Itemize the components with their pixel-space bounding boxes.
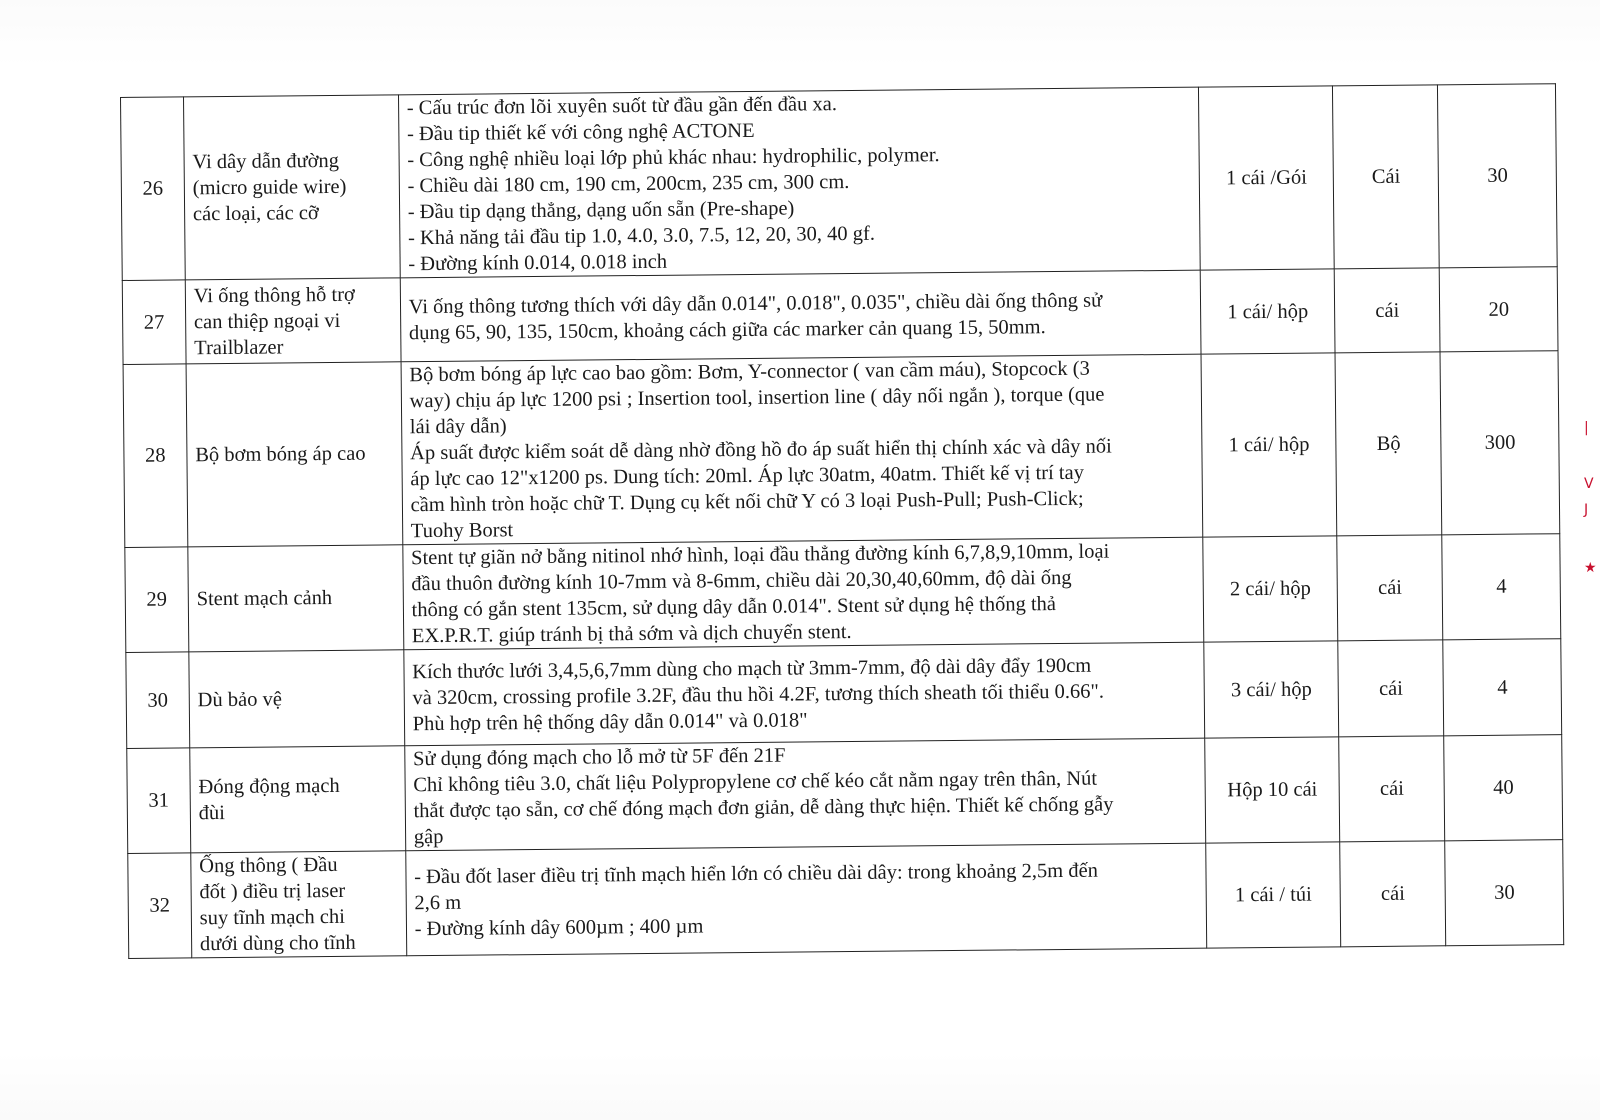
- packaging-cell: 1 cái/ hộp: [1201, 353, 1337, 537]
- unit-cell: cái: [1340, 841, 1446, 947]
- quantity-cell: 30: [1438, 84, 1557, 268]
- description-line: Kích thước lưới 3,4,5,6,7mm dùng cho mạch từ 3mm-7mm, độ dài dây đẩy 190cm: [412, 654, 1092, 683]
- description-line: - Đầu đốt laser điều trị tĩnh mạch hiển lớn có chiều dài dây: trong khoảng 2,5m đến: [414, 859, 1098, 889]
- description-cell: [403, 642, 1204, 746]
- unit-cell: cái: [1339, 736, 1445, 842]
- quantity-cell: 4: [1442, 534, 1561, 640]
- table-row: [125, 534, 1561, 653]
- item-name-line: Đóng động mạch: [198, 774, 340, 799]
- description-line: Stent tự giãn nở bằng nitinol nhớ hình, loại đầu thẳng đường kính 6,7,8,9,10mm, loại: [411, 540, 1110, 570]
- item-name-line: đùi: [198, 802, 226, 825]
- stamp-star-icon: ★: [1584, 560, 1597, 576]
- unit-cell: cái: [1334, 268, 1440, 353]
- table-row: [122, 267, 1558, 365]
- description-line: Vi ống thông tương thích với dây dẫn 0.014", 0.018", 0.035", chiều dài ống thông sử: [408, 289, 1103, 318]
- item-name-line: Ống thông ( Đầu: [199, 853, 338, 878]
- item-name-line: dưới dùng cho tĩnh: [199, 931, 356, 956]
- packaging-cell: 2 cái/ hộp: [1203, 536, 1338, 642]
- specification-table: [120, 83, 1564, 959]
- item-name-cell: [186, 362, 403, 547]
- quantity-cell: 300: [1440, 351, 1559, 535]
- packaging-cell: 3 cái/ hộp: [1204, 641, 1339, 738]
- description-line: dụng 65, 90, 135, 150cm, khoảng cách giữa các marker cản quang 15, 50mm.: [408, 315, 1046, 344]
- item-name-line: Bộ bơm bóng áp cao: [195, 442, 366, 467]
- description-line: đầu thuôn đường kính 10-7mm và 8-6mm, chiều dài 20,30,40,60mm, độ dài ống: [411, 566, 1072, 596]
- table-row: [127, 735, 1563, 854]
- description-line: gập: [413, 825, 444, 849]
- description-line: thắt được tạo sẵn, cơ chế đóng mạch đơn giản, dễ dàng thực hiện. Thiết kế chống gẫy: [413, 793, 1114, 823]
- row-number-cell: 30: [126, 652, 190, 749]
- description-line: - Cấu trúc đơn lõi xuyên suốt từ đầu gần đến đầu xa.: [406, 93, 838, 120]
- item-name-cell: [189, 650, 405, 748]
- packaging-cell: 1 cái / túi: [1206, 842, 1341, 948]
- stamp-mark: V: [1584, 476, 1594, 492]
- packaging-cell: Hộp 10 cái: [1205, 737, 1340, 843]
- table-row: [121, 84, 1558, 281]
- description-line: cầm hình tròn hoặc chữ T. Dụng cụ kết nối chữ Y có 3 loại Push-Pull; Push-Click;: [410, 487, 1084, 517]
- description-line: áp lực cao 12"x1200 ps. Dung tích: 20ml. Áp lực 30atm, 40atm. Thiết kế vị trí tay: [410, 461, 1085, 491]
- row-number-cell: 27: [122, 280, 186, 365]
- description-line: - Đường kính dây 600µm ; 400 µm: [414, 915, 704, 941]
- item-name-cell: [183, 95, 400, 280]
- row-number-cell: 32: [128, 853, 192, 959]
- unit-cell: cái: [1338, 640, 1444, 737]
- description-line: thông có gắn stent 135cm, sử dụng dây dẫn 0.014". Stent sử dụng hệ thống thả: [411, 593, 1057, 622]
- item-name-line: Trailblazer: [194, 335, 284, 359]
- item-name-cell: [185, 278, 401, 364]
- table-row: [126, 639, 1562, 749]
- unit-cell: Bộ: [1335, 352, 1442, 536]
- table-row: [123, 351, 1560, 548]
- description-line: lái dây dẫn): [409, 415, 507, 439]
- unit-cell: cái: [1337, 535, 1443, 641]
- description-line: way) chịu áp lực 1200 psi ; Insertion tool, insertion line ( dây nối ngắn ), torque (que: [409, 383, 1105, 413]
- description-cell: [401, 354, 1203, 545]
- quantity-cell: 30: [1445, 840, 1564, 946]
- row-number-cell: 28: [123, 364, 188, 548]
- description-line: và 320cm, crossing profile 3.2F, đầu thu hồi 4.2F, tương thích sheath tối thiểu 0.66".: [412, 680, 1105, 709]
- row-number-cell: 31: [127, 748, 191, 854]
- row-number-cell: 29: [125, 547, 189, 653]
- table-body: [121, 84, 1564, 959]
- stamp-mark: |: [1584, 420, 1589, 436]
- description-line: - Chiều dài 180 cm, 190 cm, 200cm, 235 cm, 300 cm.: [407, 171, 850, 198]
- unit-cell: Cái: [1332, 85, 1439, 269]
- packaging-cell: 1 cái/ hộp: [1200, 269, 1335, 354]
- quantity-cell: 4: [1443, 639, 1561, 736]
- quantity-cell: 40: [1444, 735, 1563, 841]
- description-cell: [402, 537, 1204, 650]
- description-cell: [398, 87, 1200, 278]
- description-line: Chỉ không tiêu 3.0, chất liệu Polypropylene cơ chế kéo cắt nằm ngay trên thân, Nút: [413, 767, 1098, 797]
- description-line: EX.P.R.T. giúp tránh bị thả sớm và dịch chuyển stent.: [411, 621, 852, 648]
- description-line: Áp suất được kiểm soát dễ dàng nhờ đồng hồ đo áp suất hiển thị chính xác và dây nối: [409, 435, 1112, 465]
- item-name-cell: [190, 746, 406, 853]
- description-cell: [404, 738, 1206, 851]
- item-name-line: Vi ống thông hỗ trợ: [193, 283, 355, 307]
- item-name-line: các loại, các cỡ: [192, 202, 319, 226]
- description-line: Tuohy Borst: [410, 519, 514, 543]
- item-name-line: suy tĩnh mạch chi: [199, 905, 346, 930]
- packaging-cell: 1 cái /Gói: [1199, 86, 1335, 270]
- item-name-line: đốt ) điều trị laser: [199, 879, 346, 904]
- item-name-line: (micro guide wire): [192, 175, 347, 200]
- table-row: [128, 840, 1564, 959]
- description-line: Sử dụng đóng mạch cho lỗ mở từ 5F đến 21F: [412, 744, 786, 771]
- item-name-line: Dù bảo vệ: [197, 687, 282, 711]
- item-name-line: Stent mạch cảnh: [196, 586, 333, 611]
- description-line: - Đầu tip thiết kế với công nghệ ACTONE: [406, 119, 755, 146]
- item-name-cell: [191, 851, 407, 958]
- description-line: - Công nghệ nhiều loại lớp phủ khác nhau: hydrophilic, polymer.: [407, 144, 940, 172]
- description-line: - Đường kính 0.014, 0.018 inch: [408, 250, 668, 276]
- description-cell: [400, 270, 1201, 362]
- row-number-cell: 26: [121, 97, 186, 281]
- description-line: - Đầu tip dạng thẳng, dạng uốn sẵn (Pre-shape): [407, 197, 795, 224]
- stamp-mark: J: [1584, 502, 1589, 518]
- description-line: Bộ bơm bóng áp lực cao bao gồm: Bơm, Y-connector ( van cầm máu), Stopcock (3: [409, 357, 1090, 387]
- description-cell: [405, 843, 1207, 956]
- description-line: Phù hợp trên hệ thống dây dẫn 0.014" và 0.018": [412, 708, 808, 735]
- stamp-fragment: [1582, 420, 1600, 620]
- description-line: - Khả năng tải đầu tip 1.0, 4.0, 3.0, 7.5, 12, 20, 30, 40 gf.: [407, 222, 876, 250]
- quantity-cell: 20: [1440, 267, 1558, 352]
- item-name-line: can thiệp ngoại vi: [193, 309, 341, 333]
- item-name-line: Vi dây dẫn đường: [192, 149, 340, 174]
- description-line: 2,6 m: [414, 891, 462, 915]
- item-name-cell: [188, 545, 404, 652]
